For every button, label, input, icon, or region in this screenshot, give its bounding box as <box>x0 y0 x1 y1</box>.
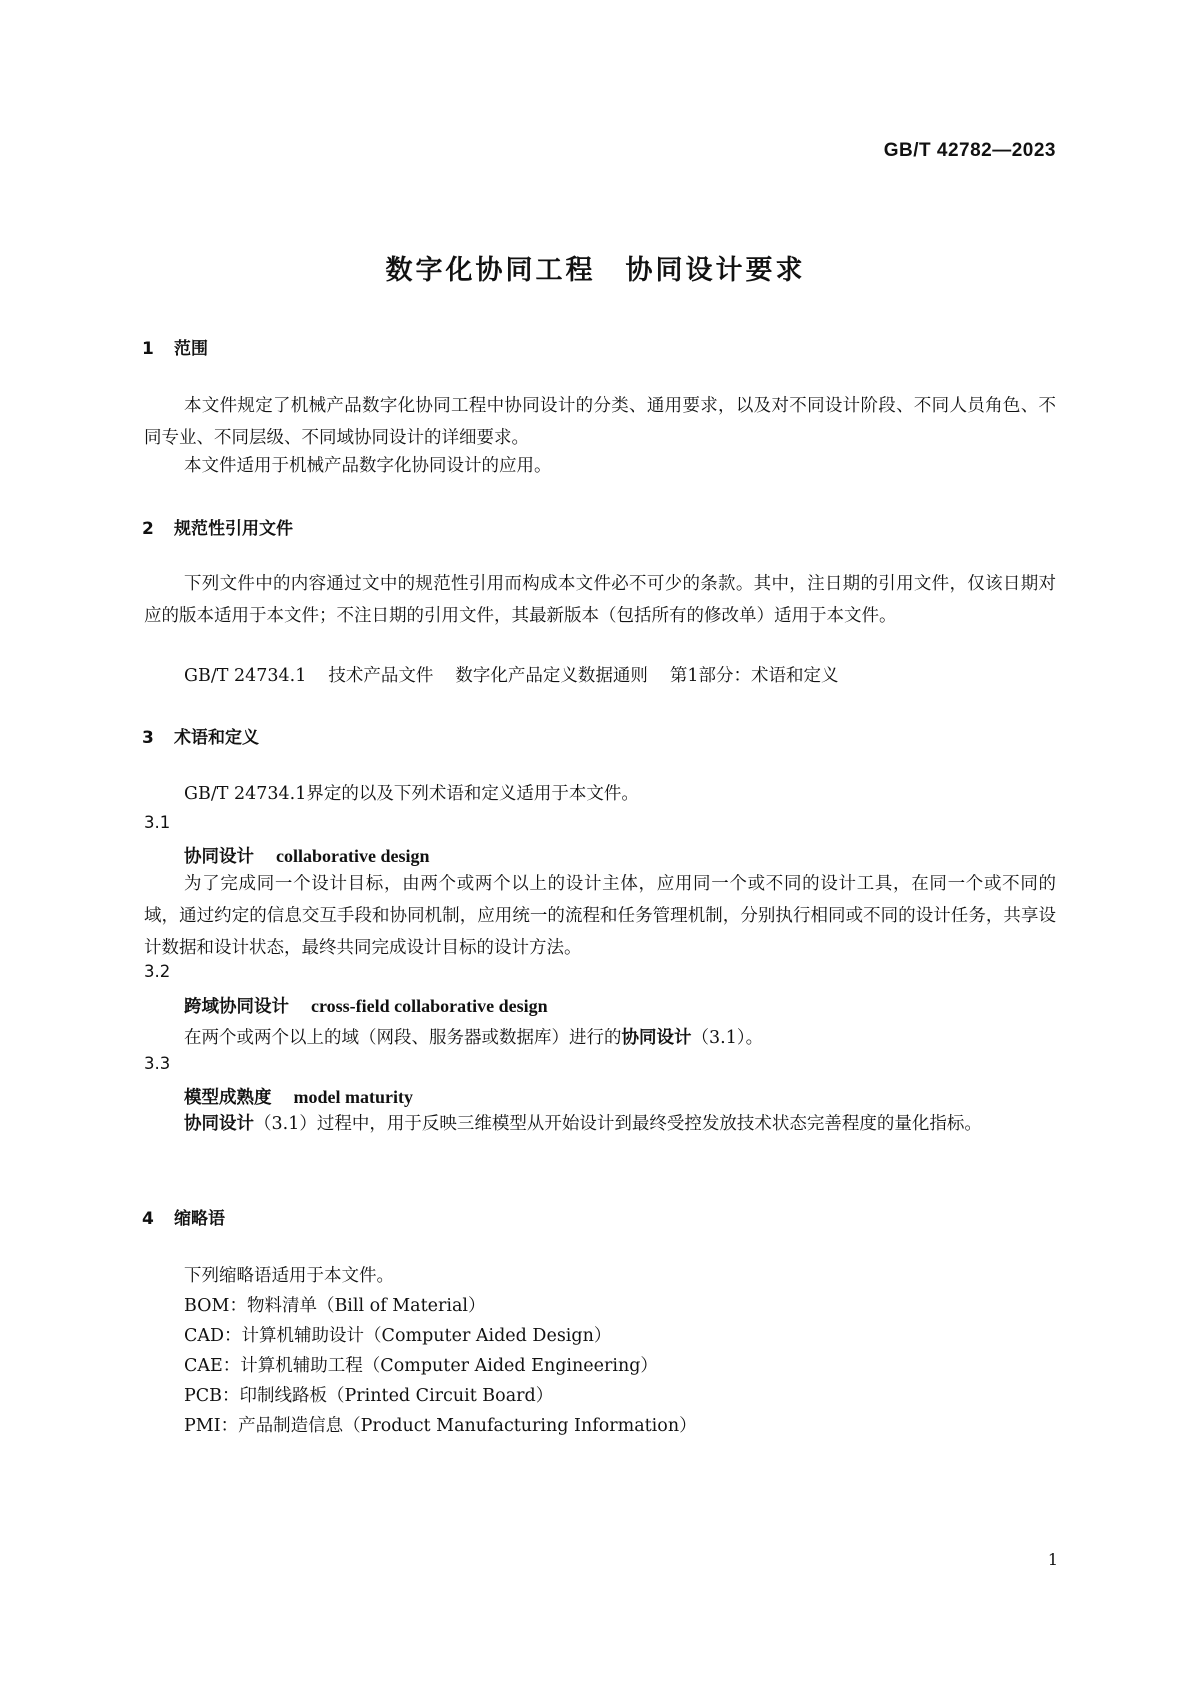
term-3-2-number: 3.2 <box>144 962 171 981</box>
abbrev-item: PCB：印制线路板（Printed Circuit Board） <box>184 1386 554 1406</box>
abbrev-intro: 下列缩略语适用于本文件。 <box>184 1266 394 1286</box>
abbrev-item: CAE：计算机辅助工程（Computer Aided Engineering） <box>184 1356 658 1376</box>
section-2-heading: 2 规范性引用文件 <box>142 519 293 539</box>
term-3-1-number: 3.1 <box>144 813 171 832</box>
scope-paragraph-2: 本文件适用于机械产品数字化协同设计的应用。 <box>184 456 552 476</box>
term-3-3-label: 模型成熟度 model maturity <box>184 1087 413 1108</box>
term-3-1-label: 协同设计 collaborative design <box>184 846 430 867</box>
title-part-2: 协同设计要求 <box>625 255 806 286</box>
abbrev-item: BOM：物料清单（Bill of Material） <box>184 1296 486 1316</box>
normative-reference-entry: GB/T 24734.1 技术产品文件 数字化产品定义数据通则 第1部分：术语和定义 <box>184 666 839 686</box>
document-title <box>0 248 1191 287</box>
standard-number: GB/T 42782—2023 <box>883 140 1056 161</box>
term-3-3-definition: 协同设计（3.1）过程中，用于反映三维模型从开始设计到最终受控发放技术状态完善程度的量化指标。 <box>184 1114 982 1134</box>
term-3-2-definition: 在两个或两个以上的域（网段、服务器或数据库）进行的协同设计（3.1）。 <box>184 1028 764 1048</box>
section-1-heading: 1 范围 <box>142 339 208 359</box>
abbrev-item: PMI：产品制造信息（Product Manufacturing Information） <box>184 1416 697 1436</box>
section-4-heading: 4 缩略语 <box>142 1209 225 1229</box>
term-3-1-definition: 为了完成同一个设计目标，由两个或两个以上的设计主体，应用同一个或不同的设计工具，在同一个或不同的域，通过约定的信息交互手段和协同机制，应用统一的流程和任务管理机制，分别执行相同或不同的设计任务，共享设计数据和设计状态，最终共同完成设计目标的设计方法。 <box>144 874 1056 958</box>
abbrev-item: CAD：计算机辅助设计（Computer Aided Design） <box>184 1326 612 1346</box>
page-number: 1 <box>1047 1550 1058 1569</box>
section-3-heading: 3 术语和定义 <box>142 728 259 748</box>
title-part-1: 数字化协同工程 <box>385 255 596 286</box>
terms-intro: GB/T 24734.1界定的以及下列术语和定义适用于本文件。 <box>184 784 639 804</box>
scope-paragraph-1: 本文件规定了机械产品数字化协同工程中协同设计的分类、通用要求，以及对不同设计阶段、不同人员角色、不同专业、不同层级、不同域协同设计的详细要求。 <box>144 396 1056 448</box>
term-3-3-number: 3.3 <box>144 1054 171 1073</box>
normative-refs-paragraph: 下列文件中的内容通过文中的规范性引用而构成本文件必不可少的条款。其中，注日期的引用文件，仅该日期对应的版本适用于本文件；不注日期的引用文件，其最新版本（包括所有的修改单）适用于本文件。 <box>144 574 1056 626</box>
term-3-2-label: 跨域协同设计 cross-field collaborative design <box>184 996 548 1017</box>
